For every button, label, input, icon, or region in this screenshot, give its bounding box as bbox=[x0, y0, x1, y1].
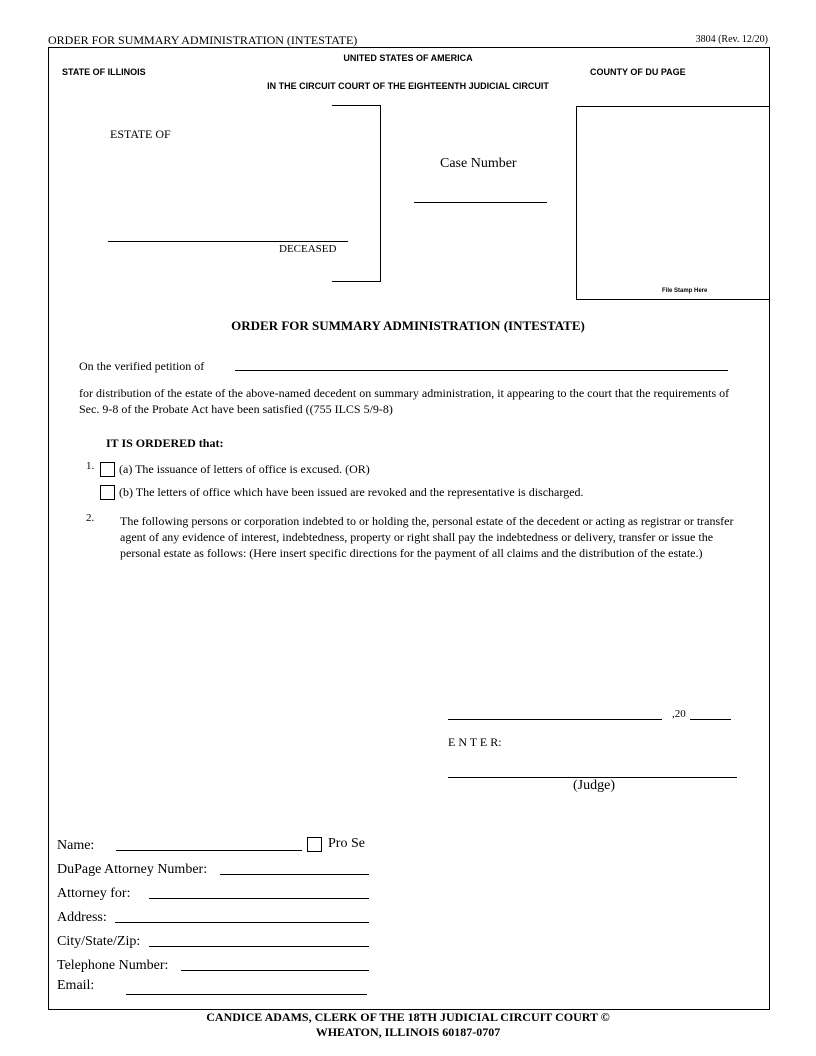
telephone-label: Telephone Number: bbox=[57, 958, 169, 973]
year-line[interactable] bbox=[690, 719, 731, 720]
pro-se-label: Pro Se bbox=[328, 836, 365, 851]
email-line[interactable] bbox=[126, 994, 367, 995]
case-number-label: Case Number bbox=[440, 156, 517, 171]
item-1b-checkbox[interactable] bbox=[100, 485, 115, 500]
item-1a-checkbox[interactable] bbox=[100, 462, 115, 477]
pro-se-checkbox[interactable] bbox=[307, 837, 322, 852]
dupage-attorney-number-line[interactable] bbox=[220, 874, 369, 875]
name-label: Name: bbox=[57, 838, 95, 853]
attorney-for-line[interactable] bbox=[149, 898, 369, 899]
item-2-number: 2. bbox=[86, 512, 95, 524]
state-heading: STATE OF ILLINOIS bbox=[62, 67, 146, 77]
deceased-label: DECEASED bbox=[279, 243, 337, 255]
order-title: ORDER FOR SUMMARY ADMINISTRATION (INTESTATE) bbox=[231, 318, 585, 333]
caption-bracket-top bbox=[332, 105, 380, 106]
item-2-text: The following persons or corporation indebted to or holding the, personal estate of the decedent or acting as registrar or transfer agent of any evidence of interest, indebtedness, property or right shall pay the indebtedness or delivery, transfer or issue the personal estate as follows: (Here insert specific directions for the payment of all claims and the distribution of the estate.) bbox=[120, 514, 734, 560]
date-line[interactable] bbox=[448, 719, 662, 720]
court-heading: IN THE CIRCUIT COURT OF THE EIGHTEENTH JUDICIAL CIRCUIT bbox=[267, 81, 549, 91]
caption-bracket-bottom bbox=[332, 281, 380, 282]
form-number: 3804 (Rev. 12/20) bbox=[695, 34, 768, 45]
footer-address: WHEATON, ILLINOIS 60187-0707 bbox=[315, 1025, 501, 1039]
judge-label: (Judge) bbox=[573, 778, 615, 793]
footer-clerk: CANDICE ADAMS, CLERK OF THE 18TH JUDICIAL CIRCUIT COURT © bbox=[206, 1010, 610, 1024]
ordered-heading: IT IS ORDERED that: bbox=[106, 436, 224, 450]
petition-label: On the verified petition of bbox=[79, 359, 205, 373]
case-number-line[interactable] bbox=[414, 202, 547, 203]
decedent-name-line[interactable] bbox=[108, 241, 348, 242]
county-heading: COUNTY OF DU PAGE bbox=[590, 67, 686, 77]
enter-label: E N T E R: bbox=[448, 735, 502, 749]
email-label: Email: bbox=[57, 978, 95, 993]
item-1-number: 1. bbox=[86, 460, 95, 472]
caption-bracket-side bbox=[380, 105, 381, 282]
city-state-zip-line[interactable] bbox=[149, 946, 369, 947]
item-1b-text: (b) The letters of office which have been issued are revoked and the representative is discharged. bbox=[119, 485, 584, 499]
file-stamp-label: File Stamp Here bbox=[662, 288, 708, 294]
address-label: Address: bbox=[57, 910, 107, 925]
name-line[interactable] bbox=[116, 850, 302, 851]
form-header-title: ORDER FOR SUMMARY ADMINISTRATION (INTESTATE) bbox=[48, 33, 358, 47]
file-stamp-box bbox=[576, 106, 769, 300]
country-heading: UNITED STATES OF AMERICA bbox=[343, 53, 473, 63]
estate-of-label: ESTATE OF bbox=[110, 127, 171, 141]
distribution-text: for distribution of the estate of the above-named decedent on summary administration, it appearing to the court that the requirements of Sec. 9-8 of the Probate Act have been satisfied ((755 ILCS 5/9-8) bbox=[79, 386, 730, 416]
item-1a-text: (a) The issuance of letters of office is excused. (OR) bbox=[119, 462, 370, 476]
dupage-attorney-number-label: DuPage Attorney Number: bbox=[57, 862, 208, 877]
petitioner-line[interactable] bbox=[235, 370, 728, 371]
year-prefix: ,20 bbox=[672, 708, 686, 720]
attorney-for-label: Attorney for: bbox=[57, 886, 131, 901]
address-line[interactable] bbox=[115, 922, 369, 923]
telephone-line[interactable] bbox=[181, 970, 369, 971]
city-state-zip-label: City/State/Zip: bbox=[57, 934, 141, 949]
